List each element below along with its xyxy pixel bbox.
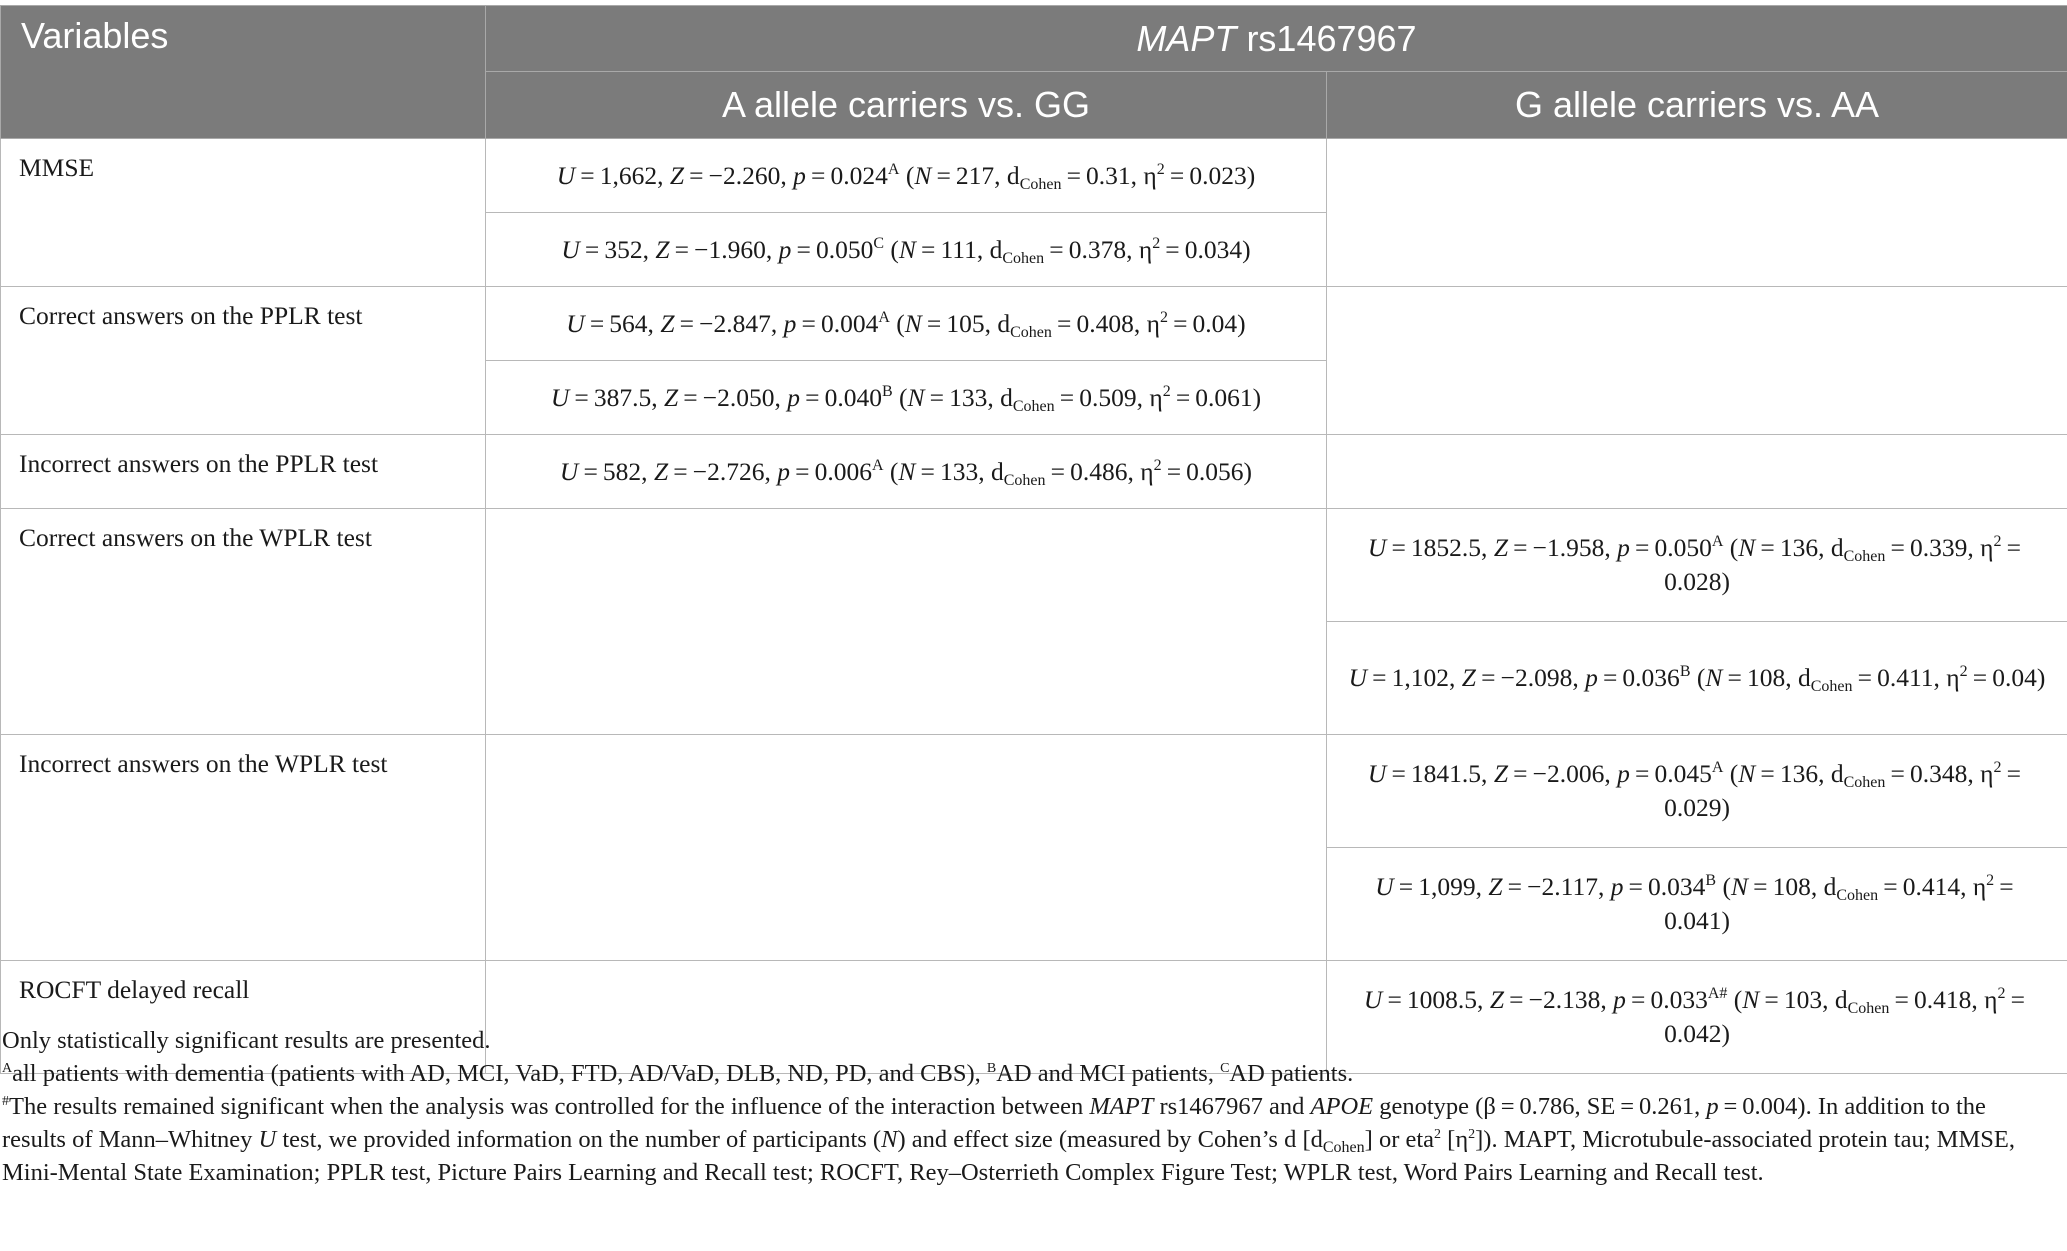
header-g-allele: G allele carriers vs. AA [1327,72,2067,139]
header-gene [486,6,2067,72]
cell-pplr-incorrect-a: U = 582, Z = −2.726, $p = 0.006^A$ (N = 133, $d_{Cohen} = 0.486$, $\eta^2 = 0.056$) [486,435,1327,509]
row-label-pplr-correct: Correct answers on the PPLR test [1,287,486,435]
table-footnotes [2,1024,2052,1189]
header-a-allele: A allele carriers vs. GG [486,72,1327,139]
footnote-abbreviations: #The results remained significant when the analysis was controlled for the influence of the interaction between MAPT rs1467967 and APOE genotype (β = 0.786, SE = 0.261, p = 0.004). In addition to the results of Mann–Whitney U test, we provided information on the number of participants (N) and effect size (measured by Cohen’s d $[d_{Cohen}]$ or eta$^2$ $[\eta^2]$). MAPT, Microtubule-associated protein tau; MMSE, Mini-Mental State Examination; PPLR test, Picture Pairs Learning and Recall test; ROCFT, Rey–Osterrieth Complex Figure Test; WPLR test, Word Pairs Learning and Recall test. [2,1093,2015,1186]
cell-wplr-incorrect-g-1: U = 1841.5, Z = −2.006, $p = 0.045^A$ (N = 136, $d_{Cohen} = 0.348$, $\eta^2 = 0.029$) [1327,735,2067,848]
cell-wplr-correct-g-1: U = 1852.5, Z = −1.958, $p = 0.050^A$ (N = 136, $d_{Cohen} = 0.339$, $\eta^2 = 0.028$) [1327,509,2067,622]
cell-mmse-a-2: U = 352, Z = −1.960, $p = 0.050^C$ (N = 111, $d_{Cohen} = 0.378$, $\eta^2 = 0.034$) [486,213,1327,287]
footnote-groups: $^A$all patients with dementia (patients with AD, MCI, VaD, FTD, AD/VaD, DLB, ND, PD, and CBS), $^B$AD and MCI patients, $^C$AD patients. [2,1060,1354,1087]
cell-pplr-correct-a-1: U = 564, Z = −2.847, $p = 0.004^A$ (N = 105, $d_{Cohen} = 0.408$, $\eta^2 = 0.04$) [486,287,1327,361]
header-snp: rs1467967 [1236,17,1417,59]
header-variables: Variables [1,6,486,139]
cell-mmse-g [1327,139,2067,287]
row-label-wplr-correct: Correct answers on the WPLR test [1,509,486,735]
row-label-mmse: MMSE [1,139,486,287]
cell-wplr-correct-a [486,509,1327,735]
cell-pplr-correct-g [1327,287,2067,435]
results-table [0,5,2067,1074]
cell-wplr-incorrect-g-2: U = 1,099, Z = −2.117, $p = 0.034^B$ (N = 108, $d_{Cohen} = 0.414$, $\eta^2 = 0.041$) [1327,848,2067,961]
cell-mmse-a-1: U = 1,662, Z = −2.260, $p = 0.024^A$ (N = 217, $d_{Cohen} = 0.31$, $\eta^2 = 0.023$) [486,139,1327,213]
cell-rocft-g: U = 1008.5, Z = −2.138, $p = 0.033^{A\#}$ (N = 103, $d_{Cohen} = 0.418$, $\eta^2 = 0.042$) [1327,961,2067,1074]
row-label-rocft: ROCFT delayed recall [1,961,486,1074]
cell-wplr-incorrect-a [486,735,1327,961]
cell-wplr-correct-g-2: U = 1,102, Z = −2.098, $p = 0.036^B$ (N = 108, $d_{Cohen} = 0.411$, $\eta^2 = 0.04$) [1327,622,2067,735]
row-label-pplr-incorrect: Incorrect answers on the PPLR test [1,435,486,509]
header-gene-name: MAPT [1136,17,1237,59]
cell-pplr-incorrect-g [1327,435,2067,509]
cell-pplr-correct-a-2: U = 387.5, Z = −2.050, $p = 0.040^B$ (N = 133, $d_{Cohen} = 0.509$, $\eta^2 = 0.061$) [486,361,1327,435]
footnote-significance: Only statistically significant results are presented. [2,1027,491,1054]
row-label-wplr-incorrect: Incorrect answers on the WPLR test [1,735,486,961]
